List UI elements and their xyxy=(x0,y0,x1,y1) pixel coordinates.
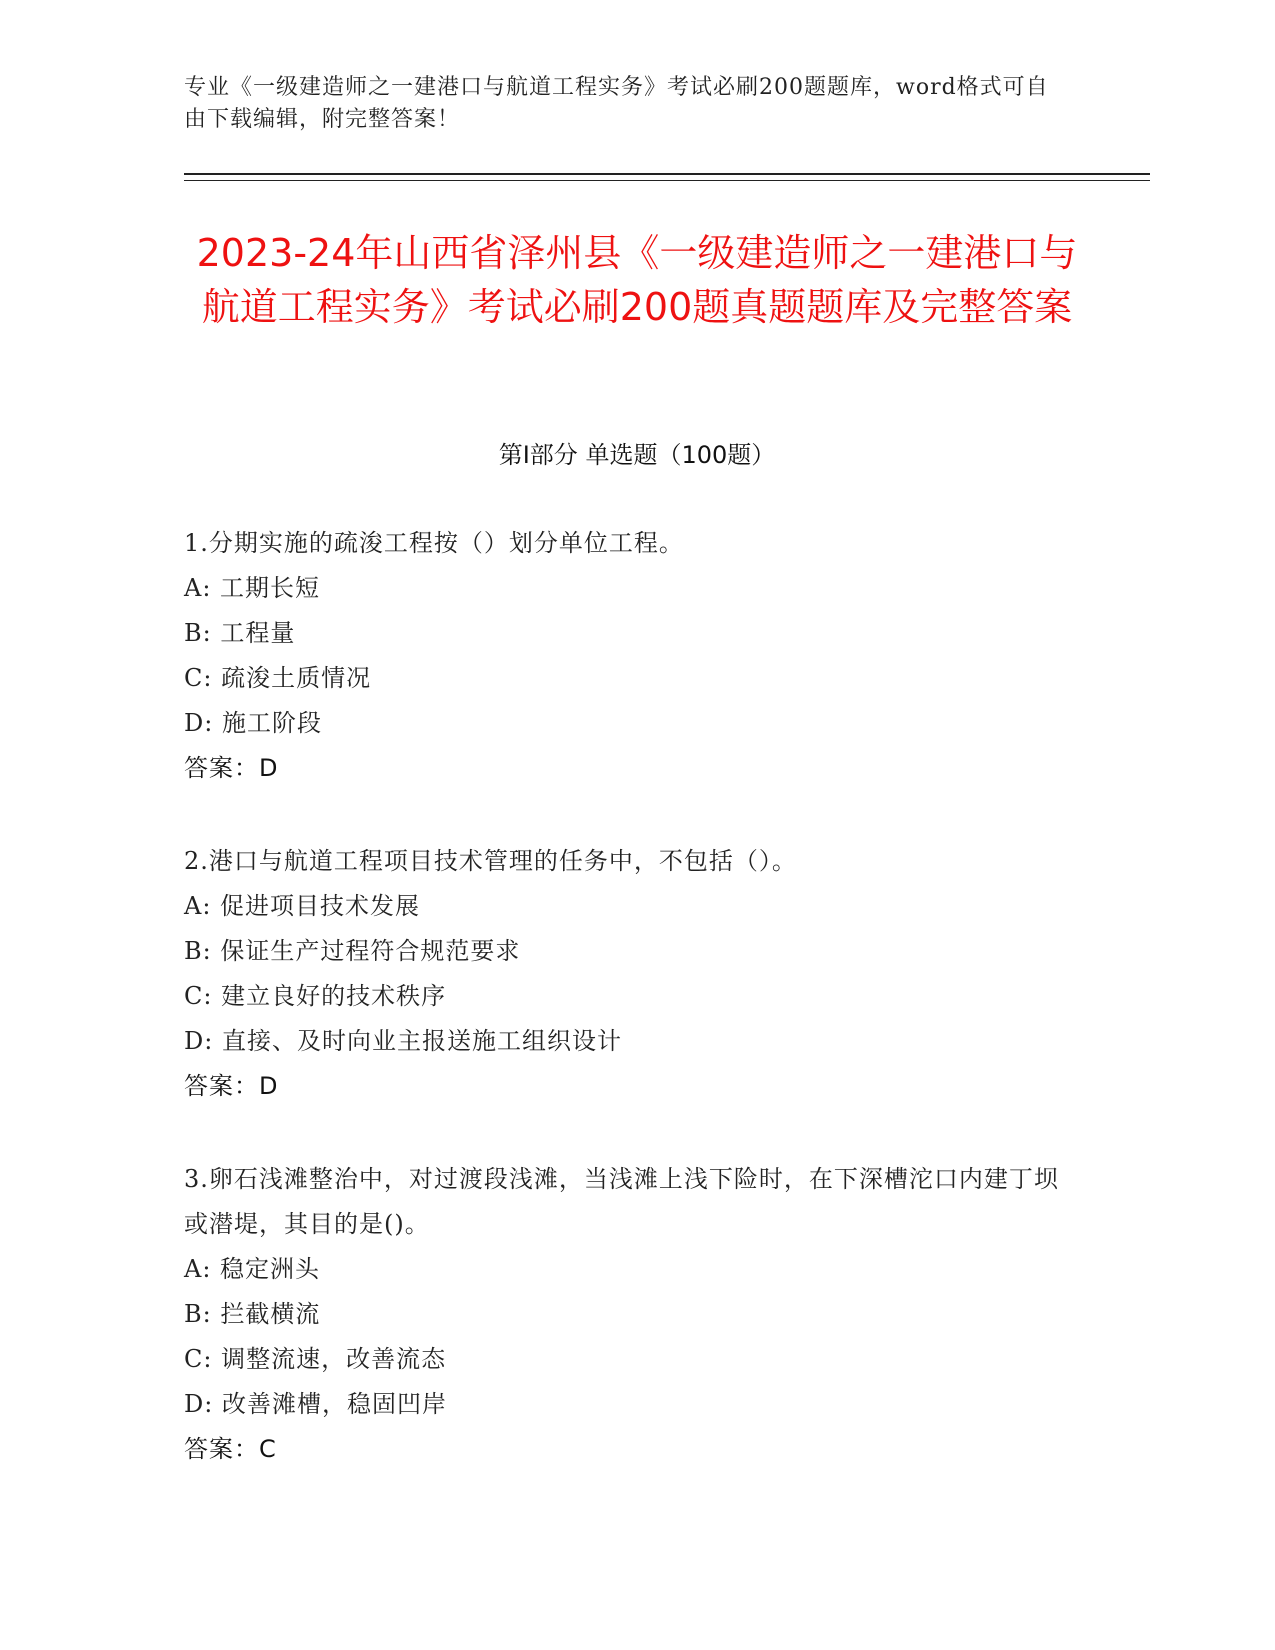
option-c: C: 建立良好的技术秩序 xyxy=(184,982,447,1010)
question-stem: 3.卵石浅滩整治中，对过渡段浅滩，当浅滩上浅下险时，在下深槽沱口内建丁坝或潜堤，其目的是()。 xyxy=(184,1165,1059,1238)
answer-line: 答案：D xyxy=(184,754,279,782)
document-title: 2023-24年山西省泽州县《一级建造师之一建港口与航道工程实务》考试必刷200题真题题库及完整答案 xyxy=(196,231,1078,329)
option-d: D: 施工阶段 xyxy=(184,709,322,737)
option-b: B: 工程量 xyxy=(184,619,296,647)
header-rule-thick xyxy=(184,173,1150,175)
question-stem: 2.港口与航道工程项目技术管理的任务中，不包括（）。 xyxy=(184,847,797,875)
question-block xyxy=(184,1157,1064,1472)
section-heading: 第I部分 单选题（100题） xyxy=(498,441,776,469)
question-block xyxy=(184,521,1064,791)
option-b: B: 拦截横流 xyxy=(184,1300,321,1328)
question-stem: 1.分期实施的疏浚工程按（）划分单位工程。 xyxy=(184,529,684,557)
answer-line: 答案：D xyxy=(184,1072,279,1100)
option-d: D: 改善滩槽，稳固凹岸 xyxy=(184,1390,447,1418)
option-c: C: 调整流速，改善流态 xyxy=(184,1345,447,1373)
header-rule-thin xyxy=(184,180,1150,181)
option-b: B: 保证生产过程符合规范要求 xyxy=(184,937,521,965)
header-note: 专业《一级建造师之一建港口与航道工程实务》考试必刷200题题库，word格式可自由下载编辑，附完整答案！ xyxy=(184,75,1049,132)
option-a: A: 稳定洲头 xyxy=(184,1255,321,1283)
option-a: A: 促进项目技术发展 xyxy=(184,892,421,920)
option-c: C: 疏浚土质情况 xyxy=(184,664,372,692)
option-a: A: 工期长短 xyxy=(184,574,321,602)
answer-line: 答案：C xyxy=(184,1435,277,1463)
option-d: D: 直接、及时向业主报送施工组织设计 xyxy=(184,1027,622,1055)
question-block xyxy=(184,839,1064,1109)
